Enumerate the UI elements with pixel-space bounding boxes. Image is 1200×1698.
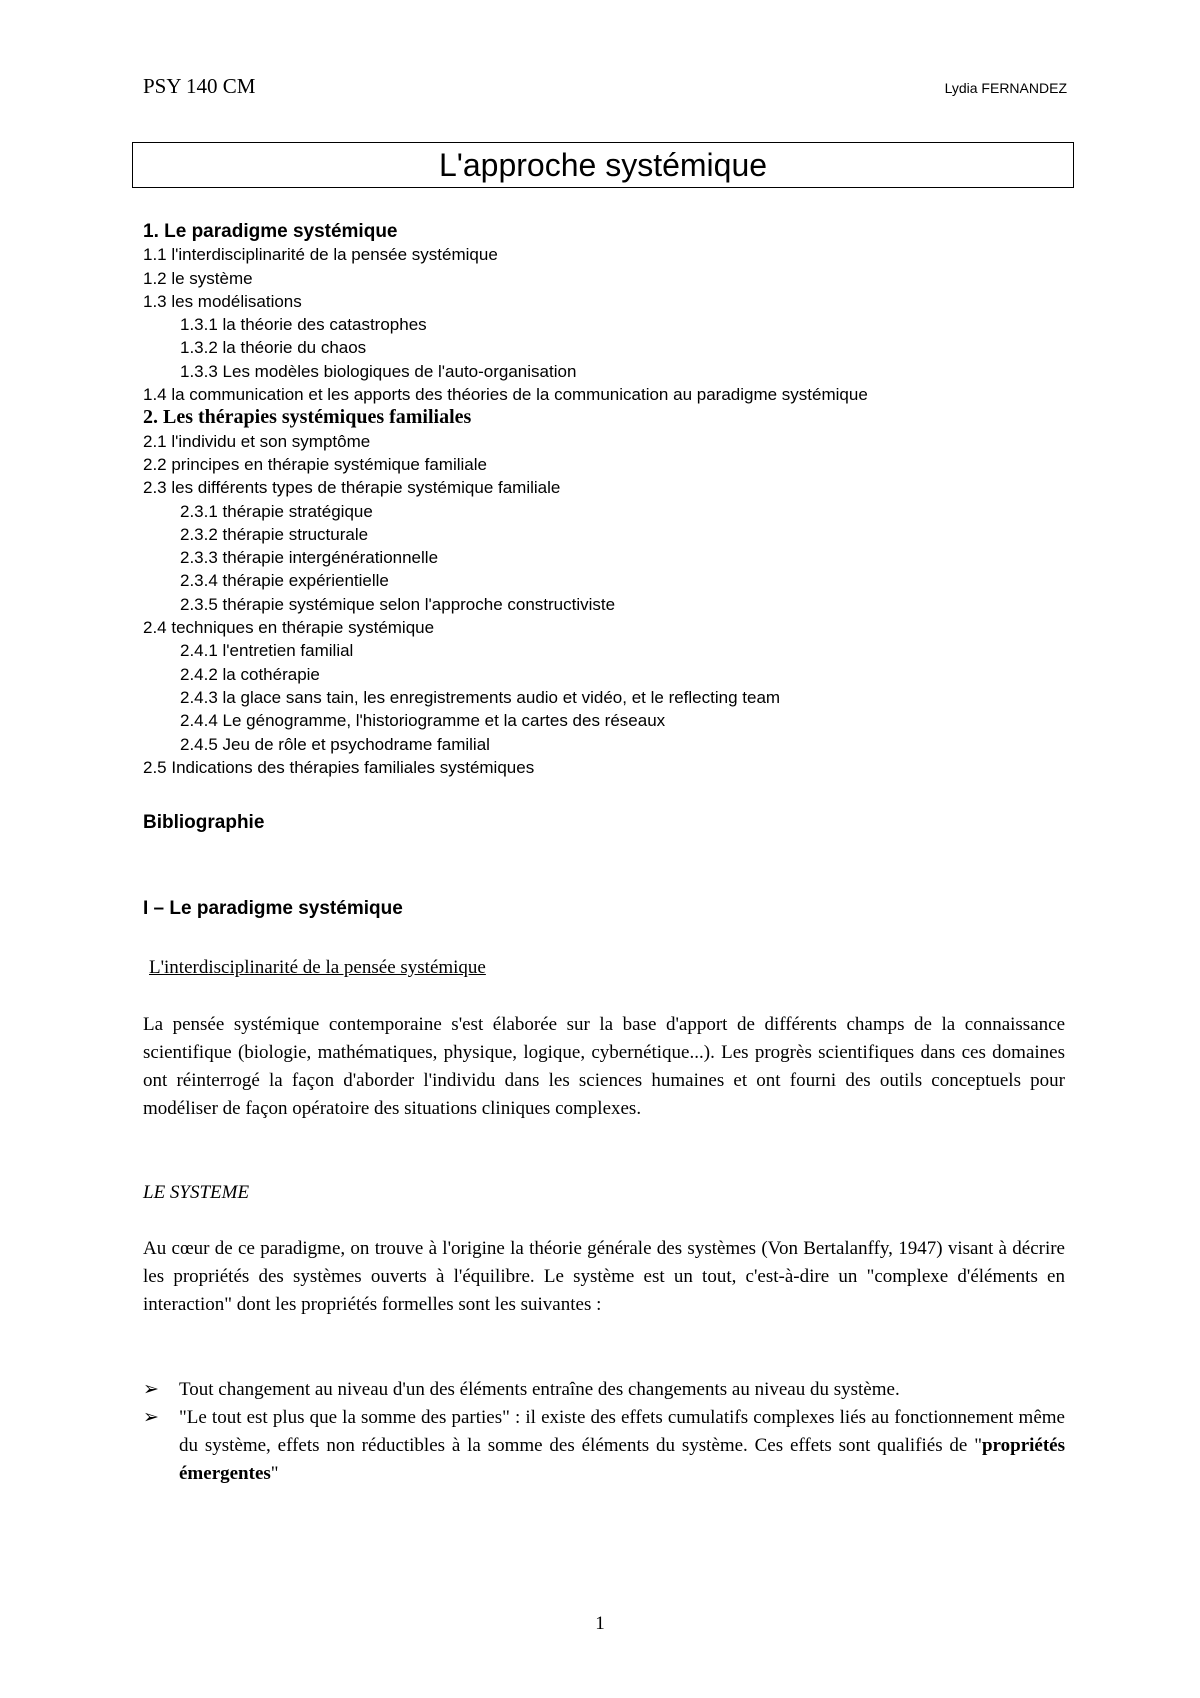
- toc-item: 2. Les thérapies systémiques familiales: [143, 406, 472, 429]
- toc-item: 2.4.5 Jeu de rôle et psychodrame familial: [180, 734, 490, 754]
- toc-item: 1.2 le système: [143, 268, 253, 288]
- toc-item: 1.3.1 la théorie des catastrophes: [180, 315, 427, 335]
- paragraph-systeme: Au cœur de ce paradigme, on trouve à l'origine la théorie générale des systèmes (Von Bertalanffy, 1947) visant à décrire les propriétés des systèmes ouverts à l'équilibre. Le système est un tout, c'est-à-dire un "complexe d'éléments en interaction" dont les propriétés formelles sont les suivantes :: [143, 1238, 1065, 1315]
- toc-item: 1.4 la communication et les apports des théories de la communication au paradigme systémique: [143, 385, 868, 405]
- toc-item: 2.3.4 thérapie expérientielle: [180, 571, 389, 591]
- bullet-text: [179, 1404, 1065, 1488]
- section-heading-systeme: LE SYSTEME: [143, 1182, 250, 1203]
- course-code: PSY 140 CM: [143, 74, 256, 98]
- list-item: [143, 1404, 1065, 1488]
- toc-item: 2.4.1 l'entretien familial: [180, 641, 354, 661]
- toc-item: 2.3 les différents types de thérapie systémique familiale: [143, 478, 561, 498]
- toc-item: 2.3.1 thérapie stratégique: [180, 501, 373, 521]
- toc-item: 2.5 Indications des thérapies familiales systémiques: [143, 757, 535, 777]
- section-subheading: L'interdisciplinarité de la pensée systémique: [149, 957, 486, 978]
- toc-item: 2.3.2 thérapie structurale: [180, 524, 369, 544]
- toc-item: 2.4.2 la cothérapie: [180, 664, 320, 684]
- bibliography-heading: Bibliographie: [143, 812, 265, 833]
- toc-item: 1.3 les modélisations: [143, 291, 302, 311]
- arrow-bullet-icon: ➢: [143, 1379, 159, 1400]
- list-item: [143, 1376, 1065, 1404]
- toc-item: 2.3.5 thérapie systémique selon l'approche constructiviste: [180, 594, 616, 614]
- toc-item: 1.1 l'interdisciplinarité de la pensée systémique: [143, 245, 498, 265]
- bullet-list: [143, 1376, 1065, 1488]
- toc-item: 2.4.4 Le génogramme, l'historiogramme et la cartes des réseaux: [180, 711, 666, 731]
- arrow-bullet-icon: ➢: [143, 1407, 159, 1428]
- toc-item: 2.1 l'individu et son symptôme: [143, 431, 371, 451]
- toc-item: 2.4.3 la glace sans tain, les enregistrements audio et vidéo, et le reflecting team: [180, 687, 781, 707]
- author-name: Lydia FERNANDEZ: [944, 80, 1067, 96]
- bullet-text-start: "Le tout est plus que la somme des parties" : il existe des effets cumulatifs complexes liés au fonctionnement même du système, effets non réductibles à la somme des éléments du système. Ces effets sont qualifiés de ": [179, 1407, 1065, 1456]
- part-heading: I – Le paradigme systémique: [143, 898, 403, 919]
- toc-item: 2.2 principes en thérapie systémique familiale: [143, 454, 487, 474]
- bullet-text-end: ": [270, 1463, 279, 1484]
- toc-item: 2.3.3 thérapie intergénérationnelle: [180, 548, 439, 568]
- toc-item: 1.3.2 la théorie du chaos: [180, 338, 367, 358]
- paragraph-intro: La pensée systémique contemporaine s'est élaborée sur la base d'apport de différents champs de la connaissance scientifique (biologie, mathématiques, physique, logique, cybernétique...). Les progrès scientifiques dans ces domaines ont réinterrogé la façon d'aborder l'individu dans les sciences humaines et ont fourni des outils conceptuels pour modéliser de façon opératoire des situations cliniques complexes.: [143, 1014, 1065, 1119]
- toc-item: 2.4 techniques en thérapie systémique: [143, 618, 435, 638]
- table-of-contents: [143, 220, 868, 779]
- emphasis-emergent-properties: propriétés émergentes: [179, 1435, 1065, 1484]
- toc-item: 1.3.3 Les modèles biologiques de l'auto-organisation: [180, 361, 577, 381]
- document-title: L'approche systémique: [132, 142, 1074, 188]
- page-number: 1: [595, 1613, 605, 1634]
- toc-item: 1. Le paradigme systémique: [143, 221, 398, 242]
- bullet-text: Tout changement au niveau d'un des éléments entraîne des changements au niveau du système.: [179, 1379, 900, 1400]
